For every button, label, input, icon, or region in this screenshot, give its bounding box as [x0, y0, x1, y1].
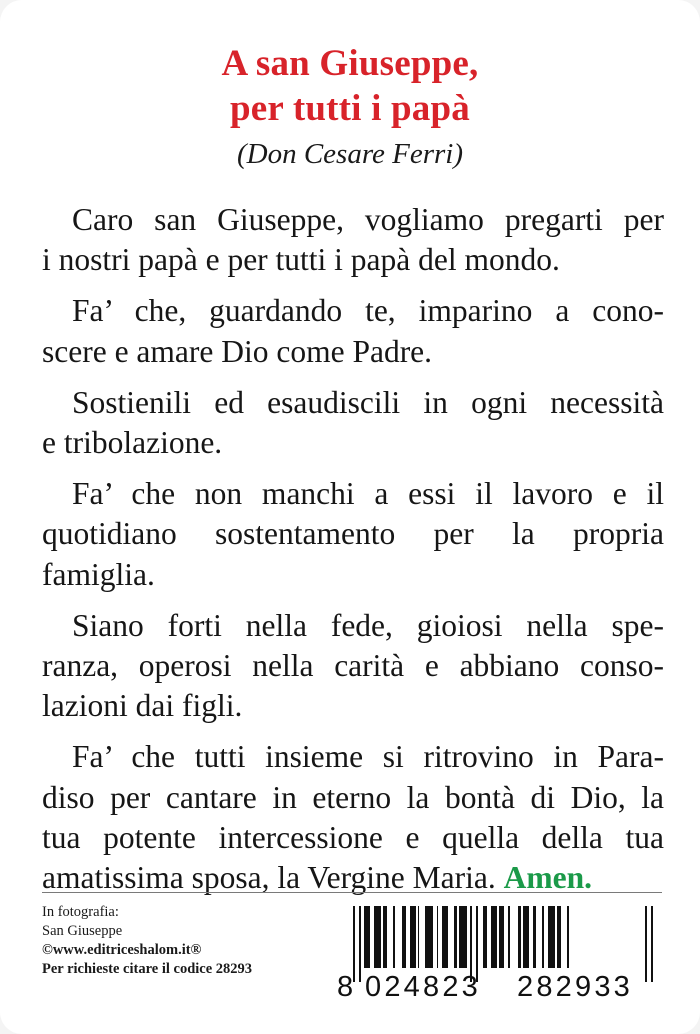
prayer-paragraph — [42, 200, 664, 280]
barcode-bar — [567, 906, 569, 968]
prayer-line: Siano forti nella fede, gioiosi nella spe- — [72, 607, 664, 643]
barcode-bar — [483, 906, 487, 968]
barcode-bar — [410, 906, 416, 968]
prayer-line: quotidiano sostentamento per la propria — [42, 516, 664, 552]
photo-label: In fotografia: — [42, 904, 119, 920]
prayer-line: i nostri papà e per tutti i papà del mondo. — [42, 242, 560, 278]
website: ©www.editriceshalom.it® — [42, 942, 202, 958]
barcode-bar — [518, 906, 522, 968]
title-line-2: per tutti i papà — [230, 88, 470, 129]
prayer-line: lazioni dai figli. — [42, 688, 243, 724]
barcode — [335, 906, 660, 1006]
barcode-bar — [353, 906, 355, 982]
photo-subject: San Giuseppe — [42, 923, 123, 939]
prayer-line: tua potente intercessione e quella della tua — [42, 819, 664, 855]
prayer-line: Fa’ che tutti insieme si ritrovino in Para- — [72, 739, 664, 775]
prayer-line: famiglia. — [42, 556, 155, 592]
request-line — [42, 960, 252, 979]
prayer-paragraph — [42, 383, 664, 463]
prayer-line: Caro san Giuseppe, vogliamo pregarti per — [72, 202, 664, 237]
barcode-digits — [335, 972, 660, 1002]
prayer-line: Fa’ che non manchi a essi il lavoro e il — [72, 476, 664, 512]
barcode-bar — [499, 906, 505, 968]
request-text: Per richieste citare il codice — [42, 961, 213, 977]
barcode-bar — [383, 906, 387, 968]
title-line-1: A san Giuseppe, — [221, 43, 479, 84]
barcode-bar — [418, 906, 420, 968]
prayer-line: e tribolazione. — [42, 425, 223, 461]
barcode-bar — [508, 906, 510, 968]
barcode-bar — [491, 906, 497, 968]
barcode-bar — [557, 906, 561, 968]
barcode-bar — [402, 906, 406, 968]
footer-info — [42, 903, 252, 979]
barcode-bar — [442, 906, 448, 968]
prayer-line: Fa’ che, guardando te, imparino a cono- — [72, 293, 664, 329]
barcode-right-digits: 282933 — [517, 971, 633, 1003]
prayer-paragraph — [42, 474, 664, 595]
barcode-bar — [425, 906, 433, 968]
divider — [42, 892, 662, 893]
barcode-bar — [459, 906, 467, 968]
barcode-bar — [374, 906, 382, 968]
barcode-bar — [548, 906, 556, 968]
barcode-bar — [645, 906, 647, 982]
prayer-line: Sostienili ed esaudiscili in ogni necessità — [72, 384, 664, 420]
prayer-paragraph — [42, 606, 664, 727]
barcode-left-digits: 024823 — [365, 971, 481, 1003]
barcode-bar — [651, 906, 653, 982]
prayer-line: scere e amare Dio come Padre. — [42, 333, 433, 369]
prayer-paragraph — [42, 291, 664, 371]
prayer-line: ranza, operosi nella carità e abbiano conso- — [42, 648, 664, 684]
product-code: 28293 — [215, 961, 253, 977]
barcode-lead-digit: 8 — [337, 971, 354, 1003]
barcode-bar — [393, 906, 395, 968]
barcode-bar — [437, 906, 439, 968]
barcode-bar — [523, 906, 529, 968]
barcode-bar — [359, 906, 361, 982]
author: (Don Cesare Ferri) — [236, 138, 464, 170]
prayer-line: amatissima sposa, la Vergine Maria. Amen. — [42, 860, 592, 896]
amen: Amen. — [503, 860, 592, 896]
barcode-bar — [533, 906, 537, 968]
barcode-bar — [454, 906, 458, 968]
barcode-bar — [364, 906, 370, 968]
prayer-line: diso per cantare in eterno la bontà di Dio, la — [42, 779, 664, 815]
prayer-text — [42, 200, 664, 909]
barcode-bar — [542, 906, 544, 968]
prayer-paragraph — [42, 737, 664, 898]
